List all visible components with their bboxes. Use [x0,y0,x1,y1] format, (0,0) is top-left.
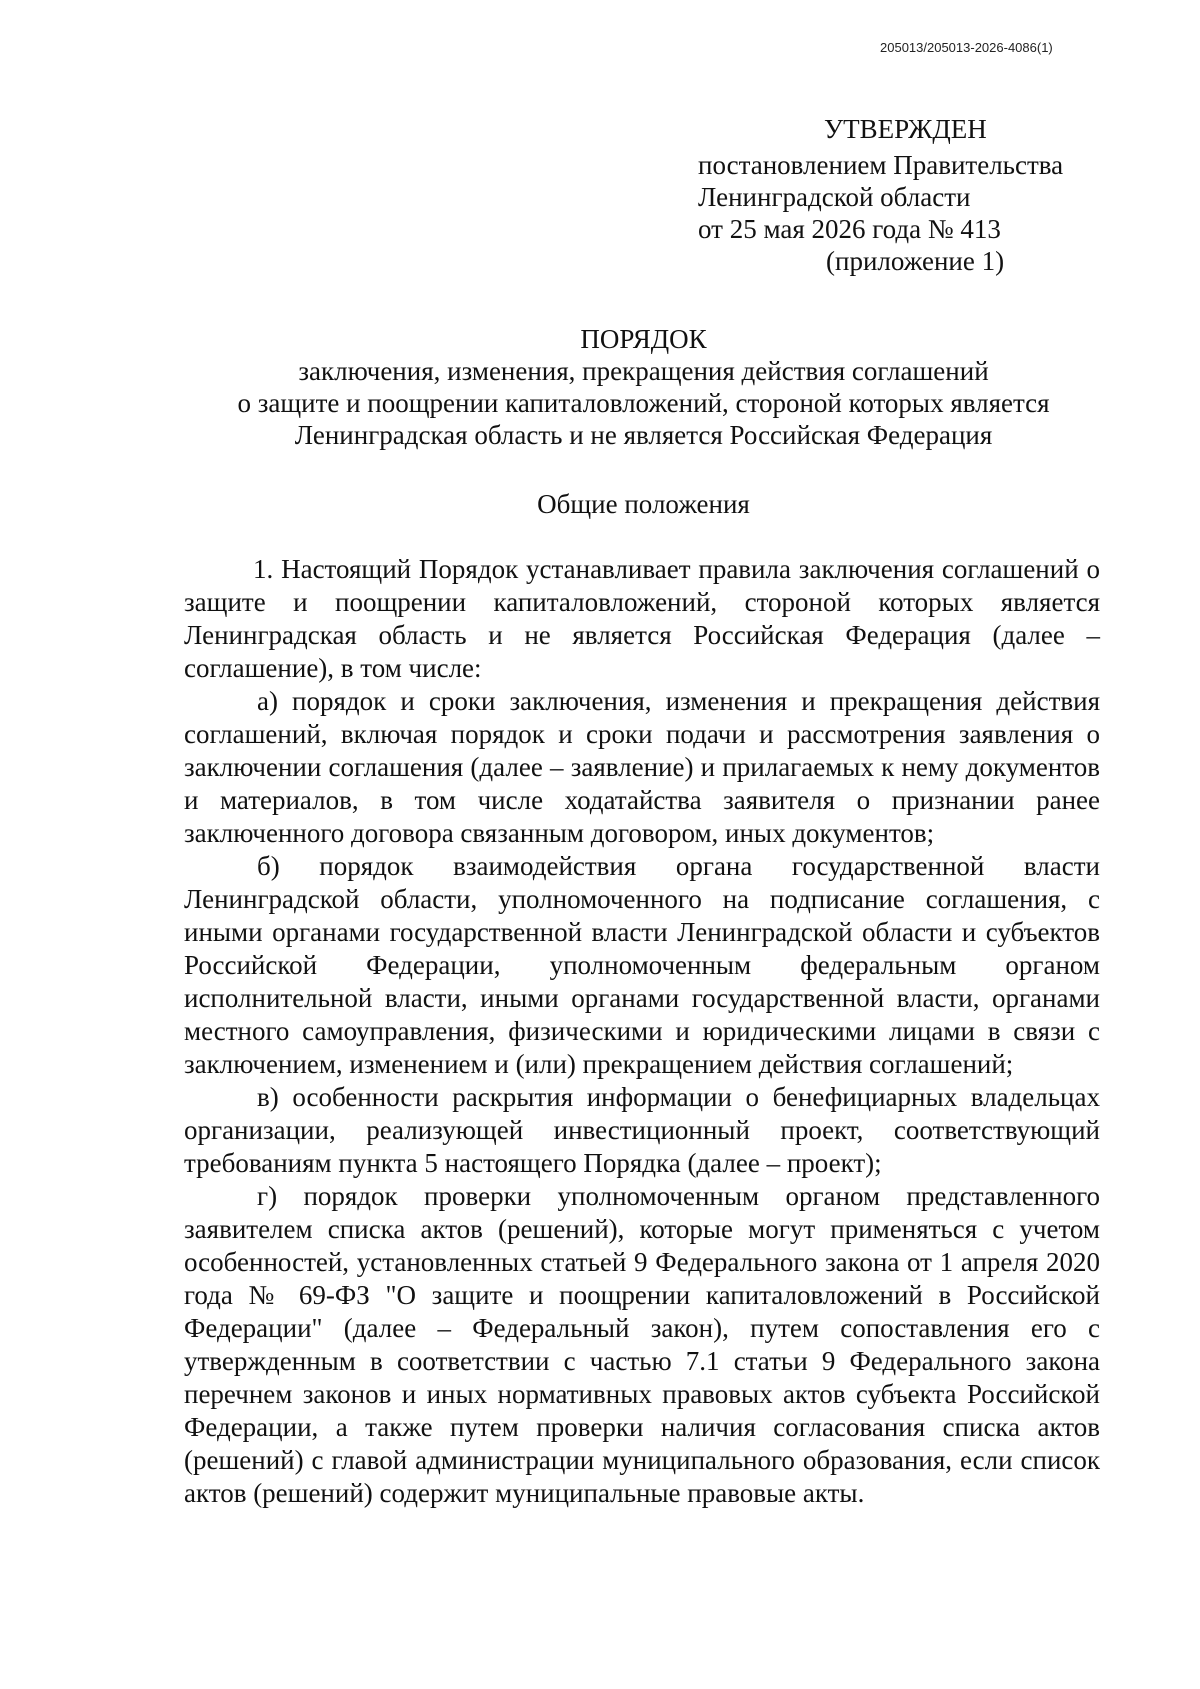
document-body [184,553,1100,1510]
paragraph-1: 1. Настоящий Порядок устанавливает правила заключения соглашений о защите и поощрении капиталовложений, стороной которых является Ленинградская область и не является Российская Федерация (далее – соглашение), в том числе: [184,554,1100,683]
approval-stamp-line: от 25 мая 2026 года № 413 [698,214,1001,244]
approval-stamp-line: постановлением Правительства [698,150,1064,180]
document-subtitle-line: заключения, изменения, прекращения действия соглашений [298,356,989,386]
document-title: ПОРЯДОК [580,324,707,354]
document-id: 205013/205013-2026-4086(1) [880,40,1053,55]
section-heading: Общие положения [537,489,750,519]
paragraph-a: а) порядок и сроки заключения, изменения и прекращения действия соглашений, включая порядок и сроки подачи и рассмотрения заявления о заключении соглашения (далее – заявление) и прилагаемых к нему документов и материалов, в том числе ходатайства заявителя о признании ранее заключенного договора связанным договором, иных документов; [184,686,1100,848]
paragraph-v: в) особенности раскрытия информации о бенефициарных владельцах организации, реализующей инвестиционный проект, соответствующий требованиям пункта 5 настоящего Порядка (далее – проект); [184,1082,1100,1178]
approval-stamp-title: УТВЕРЖДЕН [824,114,987,144]
paragraph-g: г) порядок проверки уполномоченным органом представленного заявителем списка актов (решений), которые могут применяться с учетом особенностей, установленных статьей 9 Федерального закона от 1 апреля 2020 года № 69-ФЗ "О защите и поощрении капиталовложений в Российской Федерации" (далее – Федеральный закон), путем сопоставления его с утвержденным в соответствии с частью 7.1 статьи 9 Федерального закона перечнем законов и иных нормативных правовых актов субъекта Российской Федерации, а также путем проверки наличия согласования списка актов (решений) с главой администрации муниципального образования, если список актов (решений) содержит муниципальные правовые акты. [184,1181,1100,1508]
paragraph-b: б) порядок взаимодействия органа государственной власти Ленинградской области, уполномоченного на подписание соглашения, с иными органами государственной власти Ленинградской области и субъектов Российской Федерации, уполномоченным федеральным органом исполнительной власти, иными органами государственной власти, органами местного самоуправления, физическими и юридическими лицами в связи с заключением, изменением и (или) прекращением действия соглашений; [184,851,1100,1079]
approval-stamp-line: Ленинградской области [698,182,971,212]
document-subtitle-line: Ленинградская область и не является Российская Федерация [294,420,993,450]
approval-stamp-line: (приложение 1) [826,246,1005,276]
document-subtitle-line: о защите и поощрении капиталовложений, стороной которых является [237,388,1050,418]
